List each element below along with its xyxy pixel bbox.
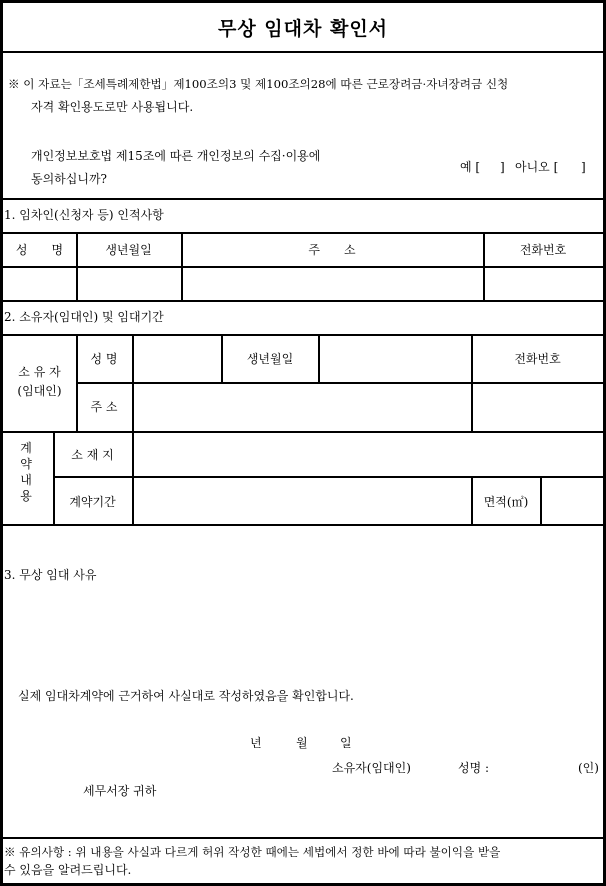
- owner-birth-field[interactable]: [319, 336, 471, 382]
- divider: [3, 837, 603, 839]
- tenant-birth-field[interactable]: [77, 268, 180, 300]
- contract-label: [16, 440, 36, 504]
- seal-label: (인): [578, 761, 599, 775]
- addressee: 세무서장 귀하: [83, 784, 157, 798]
- consent-yes-checkbox[interactable]: 예 [: [460, 160, 481, 174]
- divider: [3, 51, 603, 53]
- owner-name-label: 성 명: [90, 352, 118, 366]
- divider: [471, 335, 473, 432]
- contract-label-char: 계: [20, 441, 32, 455]
- section1-heading: 1. 임차인(신청자 등) 인적사항: [4, 208, 164, 222]
- divider: [483, 233, 485, 301]
- tenant-address-field[interactable]: [182, 268, 482, 300]
- day-label: 일: [340, 736, 352, 750]
- signer-name-field[interactable]: [500, 758, 572, 776]
- divider: [3, 198, 603, 200]
- owner-signature-label: 소유자(임대인): [332, 761, 411, 775]
- contract-label-char: 용: [20, 489, 32, 503]
- owner-name-field[interactable]: [133, 336, 221, 382]
- divider: [318, 335, 320, 383]
- divider: [540, 477, 542, 525]
- caution-line-2: 수 있음을 알려드립니다.: [4, 863, 132, 877]
- divider: [132, 432, 134, 525]
- owner-address-label: 주 소: [90, 400, 118, 414]
- area-field[interactable]: [541, 478, 602, 524]
- area-label: 면적(㎡): [483, 495, 529, 509]
- divider: [76, 335, 78, 432]
- period-field[interactable]: [133, 478, 471, 524]
- owner-label-line-2: (임대인): [17, 384, 62, 398]
- tenant-phone-header: 전화번호: [519, 243, 567, 257]
- divider: [3, 524, 603, 526]
- notice-line-1: ※ 이 자료는「조세특례제한법」제100조의3 및 제100조의28에 따른 근로장려금·자녀장려금 신청: [8, 77, 509, 91]
- location-field[interactable]: [133, 433, 602, 476]
- signer-name-label: 성명 :: [458, 761, 490, 775]
- owner-label-line-1: 소 유 자: [18, 365, 61, 379]
- period-label: 계약기간: [69, 495, 116, 509]
- consent-question-line-2: 동의하십니까?: [31, 172, 107, 186]
- divider: [181, 233, 183, 301]
- tenant-name-field[interactable]: [4, 268, 75, 300]
- owner-address-field[interactable]: [133, 384, 471, 431]
- contract-label-char: 약: [20, 457, 32, 471]
- owner-phone-field[interactable]: [473, 384, 602, 431]
- tenant-address-header: 주 소: [308, 243, 356, 257]
- confirmation-statement: 실제 임대차계약에 근거하여 사실대로 작성하였음을 확인합니다.: [18, 689, 354, 703]
- tenant-name-header: 성 명: [15, 243, 64, 257]
- divider: [132, 335, 134, 432]
- tenant-phone-field[interactable]: [484, 268, 602, 300]
- document-title: 무상 임대차 확인서: [217, 18, 389, 40]
- location-label: 소 재 지: [71, 448, 114, 462]
- divider: [76, 233, 78, 301]
- consent-no-bracket: ]: [581, 160, 586, 174]
- notice-line-2: 자격 확인용도로만 사용됩니다.: [31, 100, 194, 114]
- section2-heading: 2. 소유자(임대인) 및 임대기간: [4, 310, 164, 324]
- divider: [221, 335, 223, 383]
- divider: [3, 232, 603, 234]
- section3-heading: 3. 무상 임대 사유: [4, 568, 97, 582]
- reason-field[interactable]: [8, 588, 598, 668]
- divider: [471, 477, 473, 525]
- divider: [3, 300, 603, 302]
- month-label: 월: [296, 736, 308, 750]
- consent-yes-bracket: ]: [500, 160, 505, 174]
- year-label: 년: [250, 736, 262, 750]
- divider: [3, 334, 603, 336]
- tenant-birth-header: 생년월일: [105, 243, 152, 257]
- consent-no-checkbox[interactable]: 아니오 [: [515, 160, 559, 174]
- consent-options: [458, 159, 598, 177]
- caution-line-1: ※ 유의사항 : 위 내용을 사실과 다르게 허위 작성한 때에는 세법에서 정한 바에 따라 불이익을 받을: [4, 845, 501, 859]
- owner-birth-label: 생년월일: [246, 352, 294, 366]
- contract-label-char: 내: [20, 473, 32, 487]
- owner-phone-label: 전화번호: [514, 352, 561, 366]
- consent-question-line-1: 개인정보보호법 제15조에 따른 개인정보의 수집·이용에: [31, 149, 321, 163]
- divider: [53, 432, 55, 525]
